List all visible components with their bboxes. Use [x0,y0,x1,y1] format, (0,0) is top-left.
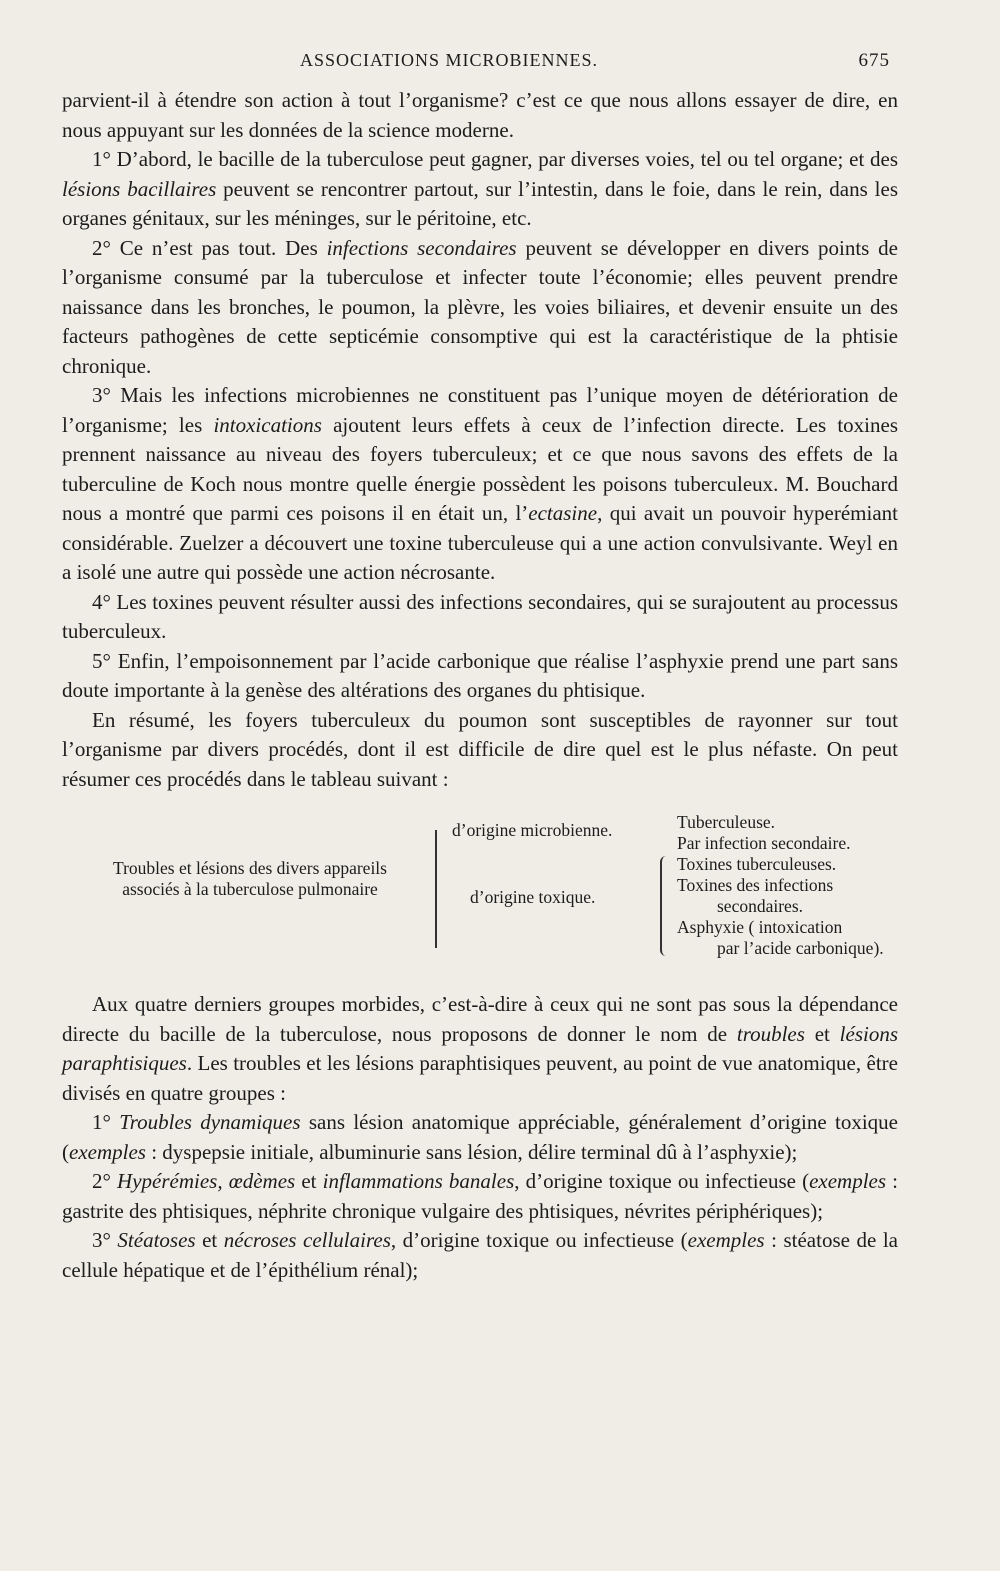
paragraph-8: 1° Troubles dynamiques sans lésion anatomique appréciable, généralement d’origine toxique (exemples : dyspepsie initiale, albuminurie sans lésion, délire terminal dû à l’asphyxie); [62,1110,898,1164]
table-item: Tuberculeuse. [677,812,776,832]
table-item: Par infection secondaire. [677,833,851,853]
body-text [62,86,898,1285]
brace-line-right [660,856,668,956]
paragraph-3: 3° Mais les infections microbiennes ne constituent pas l’unique moyen de détérioration de l’organisme; les intoxications ajoutent leurs effets à ceux de l’infection directe. Les toxines prennent naissance au niveau des foyers tuberculeux; et ce que nous savons des effets de la tuberculine de Koch nous montre quelle énergie possèdent les poisons tuberculeux. M. Bouchard nous a montré que parmi ces poisons il en était un, l’ectasine, qui avait un pouvoir hyperémiant considérable. Zuelzer a découvert une toxine tuberculeuse qui a une action convulsivante. Weyl en a isolé une autre qui possède une action nécrosante. [62,383,898,584]
paragraph-5: 5° Enfin, l’empoisonnement par l’acide carbonique que réalise l’asphyxie prend une part sans doute importante à la genèse des altérations des organes du phtisique. [62,648,898,702]
summary-table [62,812,898,962]
table-item: par l’acide carbonique). [717,938,884,958]
running-title: ASSOCIATIONS MICROBIENNES. [300,50,599,70]
table-item: Asphyxie ( intoxication [677,917,843,937]
paragraph-6: En résumé, les foyers tuberculeux du poumon sont susceptibles de rayonner sur tout l’organisme par divers procédés, dont il est difficile de dire quel est le plus néfaste. On peut résumer ces procédés dans le tableau suivant : [62,707,898,791]
paragraph-2: 2° Ce n’est pas tout. Des infections secondaires peuvent se développer en divers points de l’organisme consumé par la tuberculose et infecter toute l’économie; elles peuvent prendre naissance dans les bronches, le poumon, la plèvre, les voies biliaires, et devenir ensuite un des facteurs pathogènes de cette septicémie consomptive qui est la caractéristique de la phtisie chronique. [62,235,898,378]
table-left-label: Troubles et lésions des divers appareils associés à la tuberculose pulmonaire [113,858,387,899]
paragraph-1: 1° D’abord, le bacille de la tuberculose peut gagner, par diverses voies, tel ou tel organe; et des lésions bacillaires peuvent se rencontrer partout, sur l’intestin, dans le foie, dans le rein, dans les organes génitaux, sur les méninges, sur le péritoine, etc. [62,147,898,230]
origin-microbial: d’origine microbienne. [452,820,613,840]
table-item: secondaires. [717,896,804,916]
table-item: Toxines tuberculeuses. [677,854,837,874]
paragraph-10: 3° Stéatoses et nécroses cellulaires, d’origine toxique ou infectieuse (exemples : stéatose de la cellule hépatique et de l’épithélium rénal); [62,1228,898,1282]
table-right-items [677,812,902,959]
paragraph-4: 4° Les toxines peuvent résulter aussi des infections secondaires, qui se surajoutent au processus tuberculeux. [62,589,898,643]
brace-line [435,830,440,948]
paragraph-7: Aux quatre derniers groupes morbides, c’est-à-dire à ceux qui ne sont pas sous la dépendance directe du bacille de la tuberculose, nous proposons de donner le nom de troubles et lésions paraphtisiques. Les troubles et les lésions paraphtisiques peuvent, au point de vue anatomique, être divisés en quatre groupes : [62,992,899,1105]
paragraph-9: 2° Hypérémies, œdèmes et inflammations banales, d’origine toxique ou infectieuse (exemples : gastrite des phtisiques, néphrite chronique vulgaire des phtisiques, névrites périphériques); [62,1169,899,1223]
page-header [60,50,890,80]
paragraph: parvient-il à étendre son action à tout l’organisme? c’est ce que nous allons essayer de dire, en nous appuyant sur les données de la science moderne. [62,88,898,142]
table-item: Toxines des infections [677,875,834,895]
page-number: 675 [858,50,890,71]
origin-toxic: d’origine toxique. [470,887,596,907]
